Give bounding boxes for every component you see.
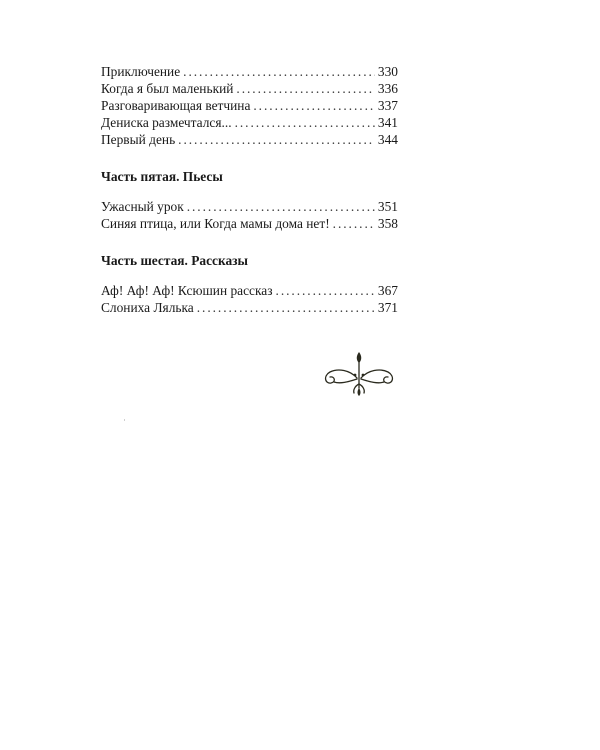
toc-entry-title: Когда я был маленький bbox=[101, 81, 234, 96]
toc-entry-page: 371 bbox=[377, 300, 398, 315]
toc-entry[interactable] bbox=[101, 114, 398, 131]
toc-entry-title: Разговаривающая ветчина bbox=[101, 98, 251, 113]
toc-entry-title: Ужасный урок bbox=[101, 199, 184, 214]
toc-entry[interactable] bbox=[101, 198, 398, 215]
toc-entry-title: Первый день bbox=[101, 132, 176, 147]
toc-leader-dots bbox=[235, 114, 375, 131]
toc-entry-title: Приключение bbox=[101, 64, 181, 79]
toc-entry-page: 336 bbox=[377, 81, 398, 96]
toc-section-heading: Часть шестая. Рассказы bbox=[101, 253, 249, 268]
toc-entry[interactable] bbox=[101, 131, 398, 148]
toc-entry-title: Синяя птица, или Когда мамы дома нет! bbox=[101, 216, 330, 231]
toc-entry-page: 337 bbox=[377, 98, 398, 113]
toc-entry[interactable] bbox=[101, 299, 398, 316]
toc-section-plays bbox=[101, 198, 398, 232]
toc-leader-dots bbox=[187, 198, 375, 215]
fleuron-scroll-icon bbox=[318, 348, 400, 398]
toc-entry-page: 358 bbox=[377, 216, 398, 231]
toc-entry-page: 367 bbox=[377, 283, 398, 298]
toc-entry-page: 351 bbox=[377, 199, 398, 214]
toc-leader-dots bbox=[253, 97, 375, 114]
toc-entry[interactable] bbox=[101, 215, 398, 232]
toc-entry-page: 330 bbox=[377, 64, 398, 79]
toc-entry[interactable] bbox=[101, 63, 398, 80]
paper-speck bbox=[124, 419, 125, 421]
toc-entry-page: 344 bbox=[377, 132, 398, 147]
toc-leader-dots bbox=[178, 131, 375, 148]
toc-entry[interactable] bbox=[101, 282, 398, 299]
toc-section-heading: Часть пятая. Пьесы bbox=[101, 169, 223, 184]
toc-entry-title: Дениска размечтался... bbox=[101, 115, 232, 130]
toc-entry[interactable] bbox=[101, 80, 398, 97]
toc-leader-dots bbox=[197, 299, 375, 316]
toc-leader-dots bbox=[333, 215, 375, 232]
table-of-contents bbox=[101, 63, 398, 316]
toc-entry-page: 341 bbox=[377, 115, 398, 130]
toc-entry-title: Слониха Лялька bbox=[101, 300, 194, 315]
toc-leader-dots bbox=[276, 282, 375, 299]
toc-section-stories bbox=[101, 282, 398, 316]
toc-entry-title: Аф! Аф! Аф! Ксюшин рассказ bbox=[101, 283, 273, 298]
toc-entry[interactable] bbox=[101, 97, 398, 114]
toc-leader-dots bbox=[236, 80, 374, 97]
toc-leader-dots bbox=[183, 63, 375, 80]
toc-section-continued bbox=[101, 63, 398, 148]
